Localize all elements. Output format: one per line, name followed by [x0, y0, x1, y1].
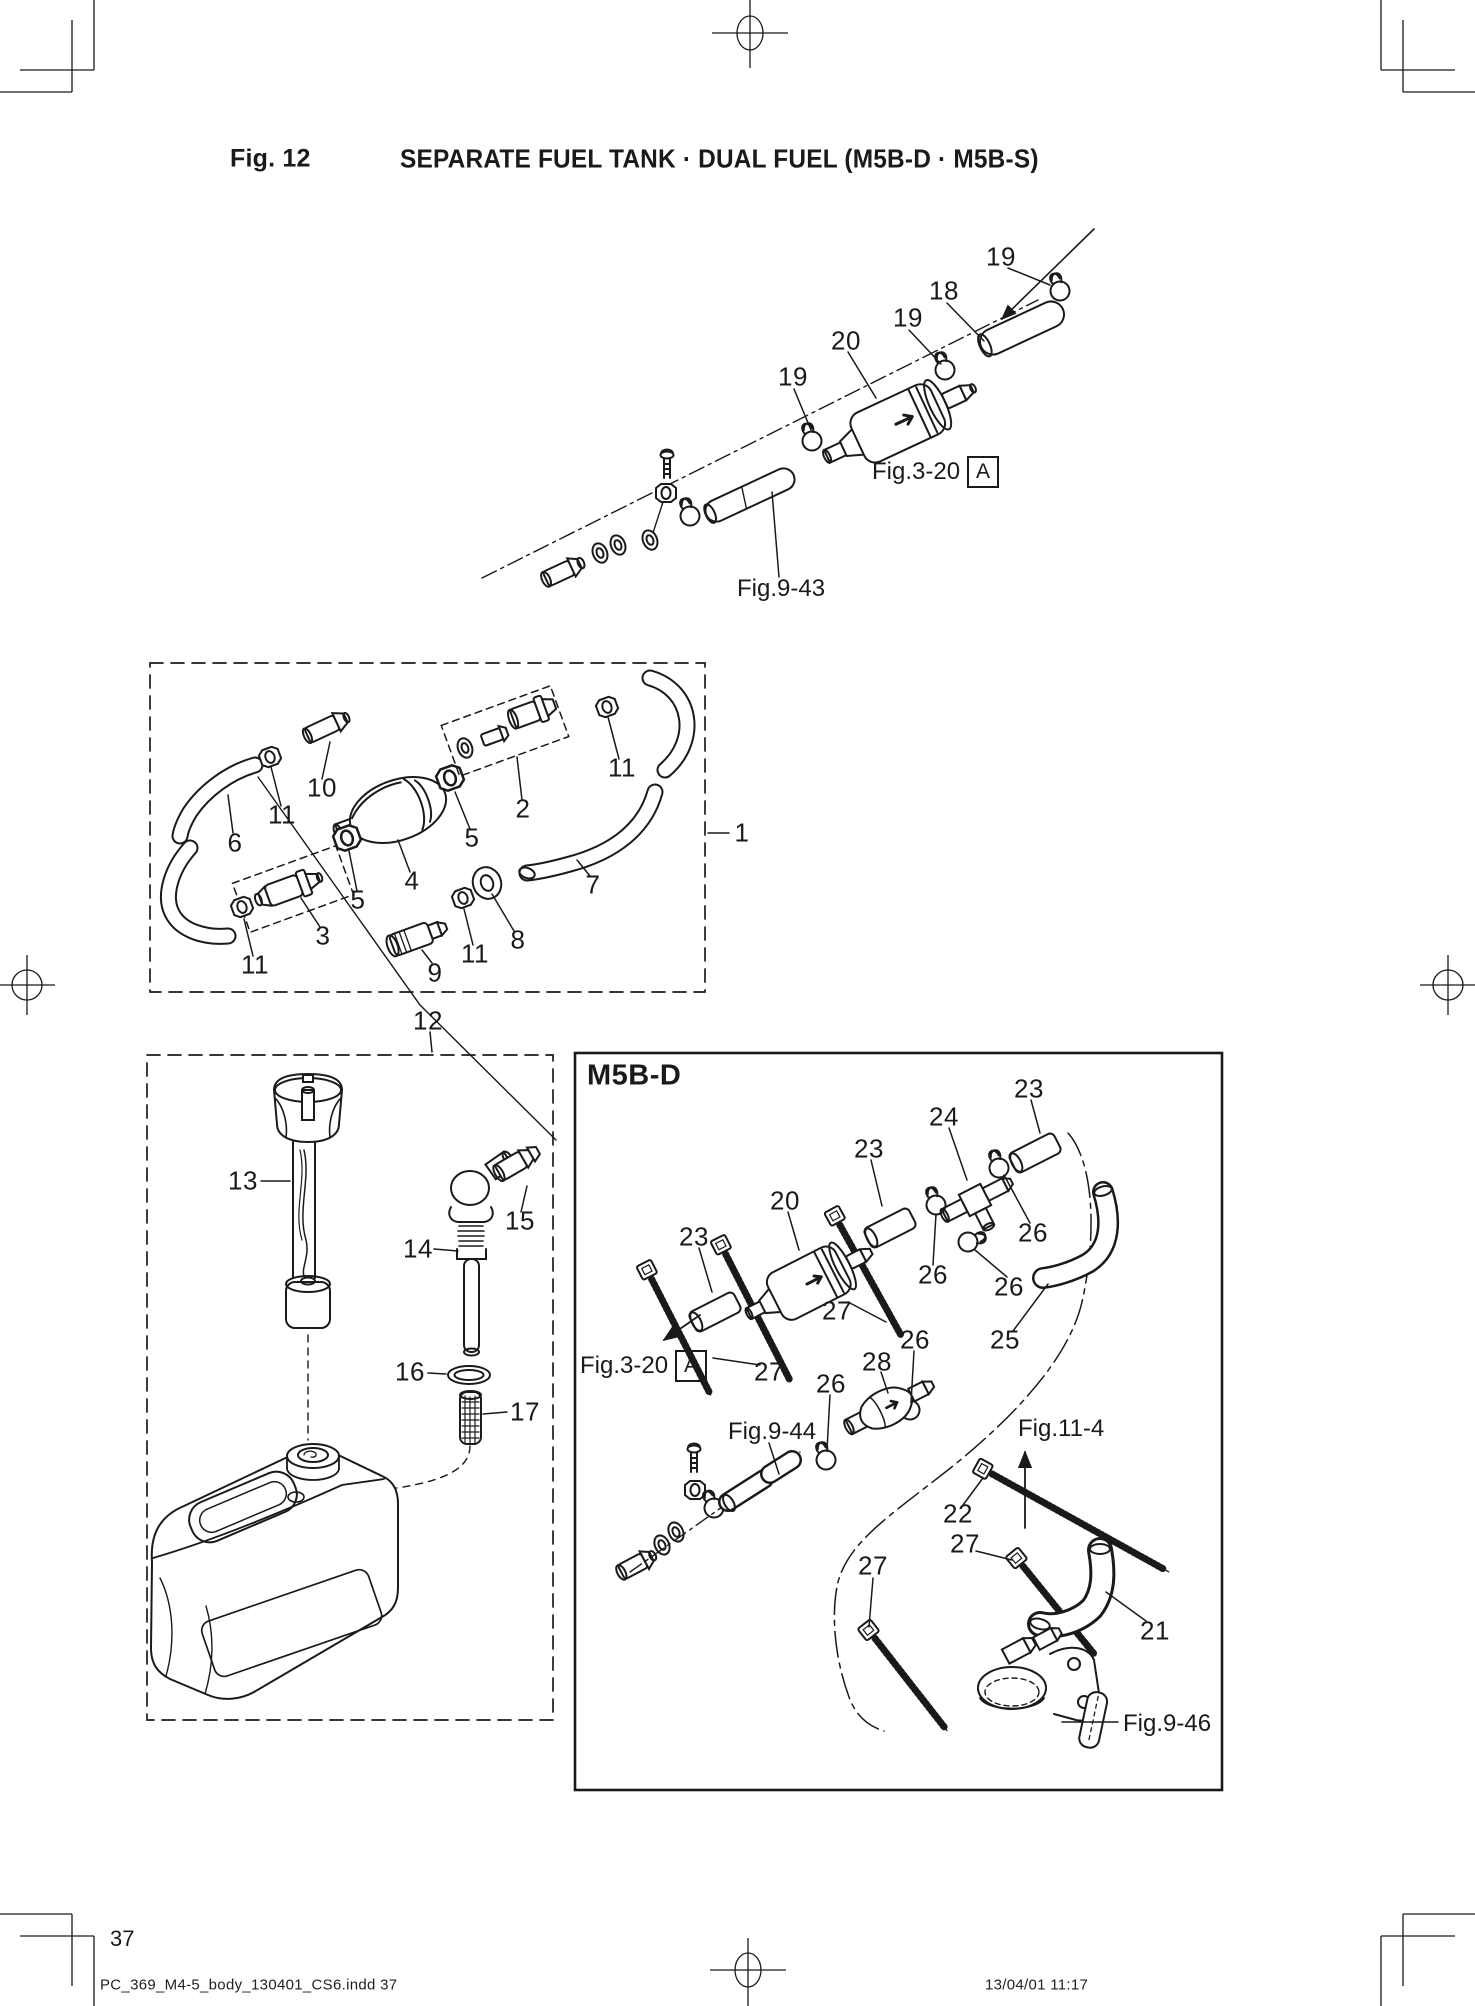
part-callout-13-21: 13 — [228, 1165, 258, 1196]
part-callout-27-34: 27 — [822, 1295, 852, 1326]
fig-ref-text: Fig.9-46 — [1123, 1710, 1212, 1737]
fig-ref-text: Fig.3-20 — [872, 458, 961, 485]
part-callout-26-33: 26 — [994, 1271, 1024, 1302]
part-callout-11-9: 11 — [608, 752, 636, 783]
part-callout-11-6: 11 — [268, 799, 296, 830]
part-callout-22-40: 22 — [943, 1498, 973, 1529]
part-callout-19-4: 19 — [778, 361, 808, 392]
part-callout-26-31: 26 — [1018, 1217, 1048, 1248]
part-callout-26-32: 26 — [918, 1259, 948, 1290]
part-callout-27-42: 27 — [858, 1550, 888, 1581]
part-callout-23-26: 23 — [1014, 1073, 1044, 1104]
figure-number: Fig. 12 — [230, 144, 311, 173]
part-callout-24-27: 24 — [929, 1101, 959, 1132]
fig-ref-text: Fig.9-44 — [728, 1418, 817, 1445]
part-callout-5-13: 5 — [350, 884, 366, 915]
footer-filename: PC_369_M4-5_body_130401_CS6.indd 37 — [100, 1976, 398, 1994]
fig-ref-1 — [737, 575, 825, 603]
part-callout-19-0: 19 — [986, 241, 1016, 272]
page-title: SEPARATE FUEL TANK · DUAL FUEL (M5B-D · M5B-S) — [400, 143, 1039, 174]
fig-ref-0 — [872, 456, 999, 488]
part-callout-11-15: 11 — [241, 949, 269, 980]
part-callout-6-5: 6 — [227, 827, 243, 858]
part-callout-9-16: 9 — [427, 957, 443, 988]
part-callout-11-17: 11 — [461, 938, 489, 969]
part-callout-5-11: 5 — [464, 822, 480, 853]
part-callout-1-10: 1 — [734, 817, 750, 848]
part-callout-14-23: 14 — [403, 1233, 433, 1264]
fig-ref-5 — [1123, 1710, 1211, 1738]
section-letter-box: A — [967, 456, 999, 488]
part-callout-2-8: 2 — [515, 793, 531, 824]
footer-timestamp: 13/04/01 11:17 — [985, 1976, 1089, 1994]
part-callout-27-39: 27 — [754, 1356, 784, 1387]
part-callout-8-18: 8 — [510, 924, 526, 955]
part-callout-15-22: 15 — [505, 1205, 535, 1236]
part-callout-4-12: 4 — [404, 865, 420, 896]
part-callout-7-19: 7 — [585, 869, 601, 900]
part-callout-26-35: 26 — [900, 1324, 930, 1355]
fig-ref-3 — [728, 1418, 816, 1446]
part-callout-23-30: 23 — [679, 1221, 709, 1252]
fig-ref-text: Fig.11-4 — [1018, 1415, 1105, 1442]
part-callout-20-3: 20 — [831, 325, 861, 356]
part-callout-3-14: 3 — [315, 920, 331, 951]
fig-ref-text: Fig.9-43 — [737, 575, 826, 602]
part-callout-17-25: 17 — [510, 1396, 540, 1427]
part-callout-27-41: 27 — [950, 1528, 980, 1559]
part-callout-10-7: 10 — [307, 772, 337, 803]
fig-ref-text: Fig.3-20 — [580, 1352, 669, 1379]
part-callout-18-1: 18 — [929, 275, 959, 306]
inset-model-label: M5B-D — [587, 1059, 682, 1092]
part-callout-26-38: 26 — [816, 1368, 846, 1399]
part-callout-20-29: 20 — [770, 1185, 800, 1216]
part-callout-16-24: 16 — [395, 1356, 425, 1387]
part-callout-21-43: 21 — [1140, 1615, 1170, 1646]
part-callout-12-20: 12 — [413, 1005, 443, 1036]
part-callout-28-37: 28 — [862, 1346, 892, 1377]
part-callout-25-36: 25 — [990, 1324, 1020, 1355]
section-letter-box: A — [675, 1350, 707, 1382]
page-number: 37 — [110, 1926, 135, 1951]
part-callout-23-28: 23 — [854, 1133, 884, 1164]
part-callout-19-2: 19 — [893, 302, 923, 333]
fig-ref-2 — [580, 1350, 707, 1382]
fig-ref-4 — [1018, 1415, 1104, 1443]
